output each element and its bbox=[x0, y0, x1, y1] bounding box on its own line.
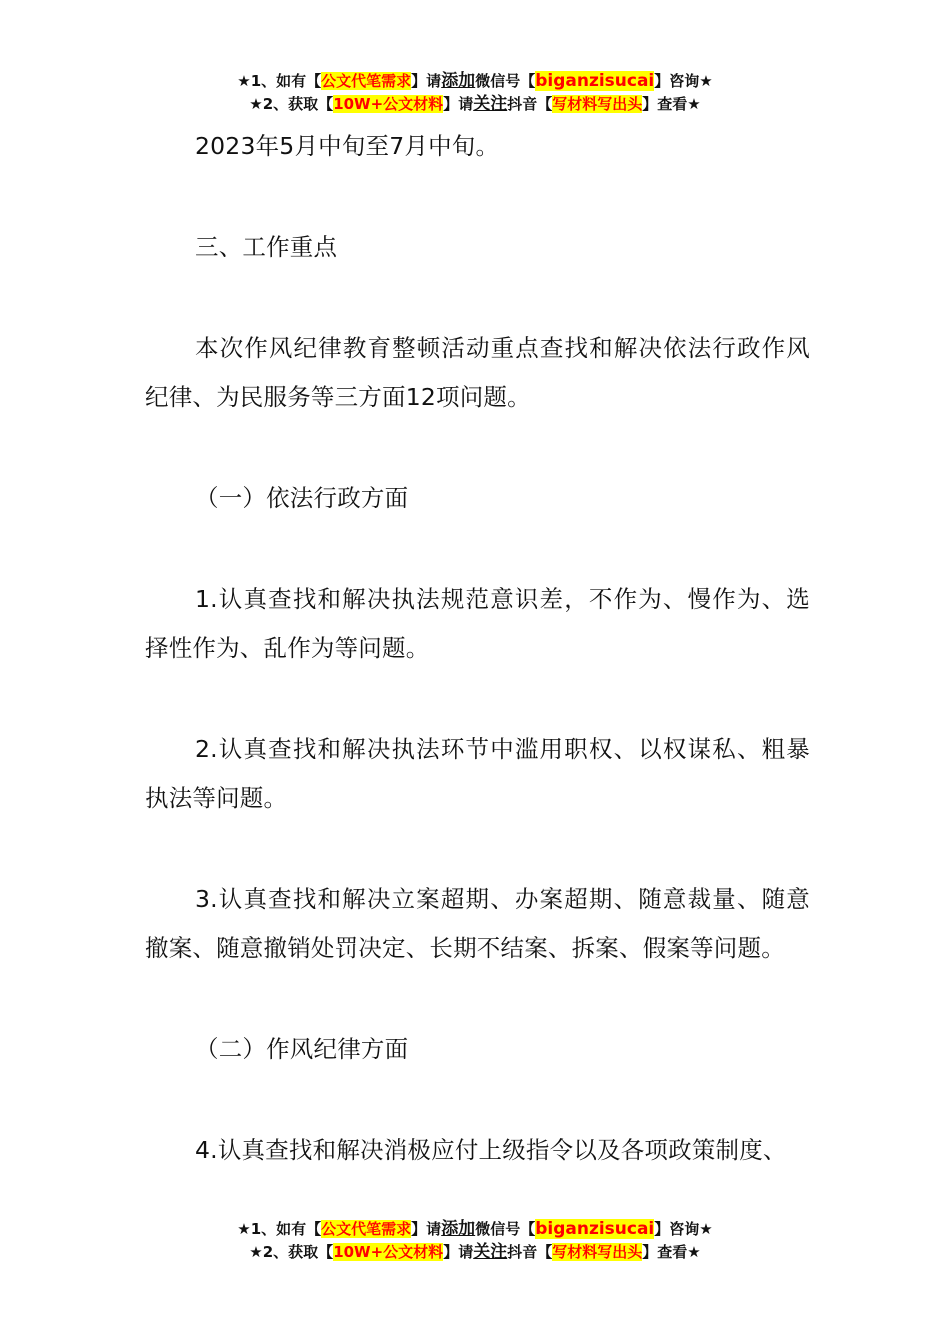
period-paragraph: 2023年5月中旬至7月中旬。 bbox=[195, 132, 500, 160]
promo-line-2: ★2、获取【10W+公文材料】请关注抖音【写材料写出头】查看★ bbox=[249, 94, 701, 114]
header-promo-banner bbox=[0, 70, 950, 116]
promo-line-1: ★1、如有【公文代笔需求】请添加微信号【biganzisucai】咨询★ bbox=[237, 1219, 713, 1239]
promo-line-1: ★1、如有【公文代笔需求】请添加微信号【biganzisucai】咨询★ bbox=[237, 71, 713, 91]
promo-highlight-douyin: 写材料写出头 bbox=[552, 95, 643, 113]
item-paragraph-2: 2.认真查找和解决执法环节中滥用职权、以权谋私、粗暴执法等问题。 bbox=[145, 735, 810, 812]
promo-highlight-wechat: biganzisucai bbox=[535, 71, 655, 91]
promo-highlight-wechat: biganzisucai bbox=[535, 1219, 655, 1239]
item-paragraph-1: 1.认真查找和解决执法规范意识差，不作为、慢作为、选择性作为、乱作为等问题。 bbox=[145, 585, 810, 662]
promo-highlight-service: 公文代笔需求 bbox=[321, 1220, 412, 1238]
footer-promo-banner bbox=[0, 1218, 950, 1264]
item-paragraph-3: 3.认真查找和解决立案超期、办案超期、随意裁量、随意撤案、随意撤销处罚决定、长期不结案、拆案、假案等问题。 bbox=[145, 885, 810, 962]
item-paragraph-4: 4.认真查找和解决消极应付上级指令以及各项政策制度、 bbox=[195, 1136, 787, 1164]
intro-paragraph: 本次作风纪律教育整顿活动重点查找和解决依法行政作风纪律、为民服务等三方面12项问题。 bbox=[145, 334, 810, 411]
subsection-heading-law-enforcement: （一）依法行政方面 bbox=[195, 484, 409, 512]
document-body bbox=[145, 122, 810, 1227]
section-heading-work-focus: 三、工作重点 bbox=[195, 233, 338, 261]
subsection-heading-work-style: （二）作风纪律方面 bbox=[195, 1035, 409, 1063]
promo-highlight-materials: 10W+公文材料 bbox=[333, 95, 444, 113]
promo-highlight-douyin: 写材料写出头 bbox=[552, 1243, 643, 1261]
promo-line-2: ★2、获取【10W+公文材料】请关注抖音【写材料写出头】查看★ bbox=[249, 1242, 701, 1262]
promo-highlight-service: 公文代笔需求 bbox=[321, 72, 412, 90]
promo-highlight-materials: 10W+公文材料 bbox=[333, 1243, 444, 1261]
